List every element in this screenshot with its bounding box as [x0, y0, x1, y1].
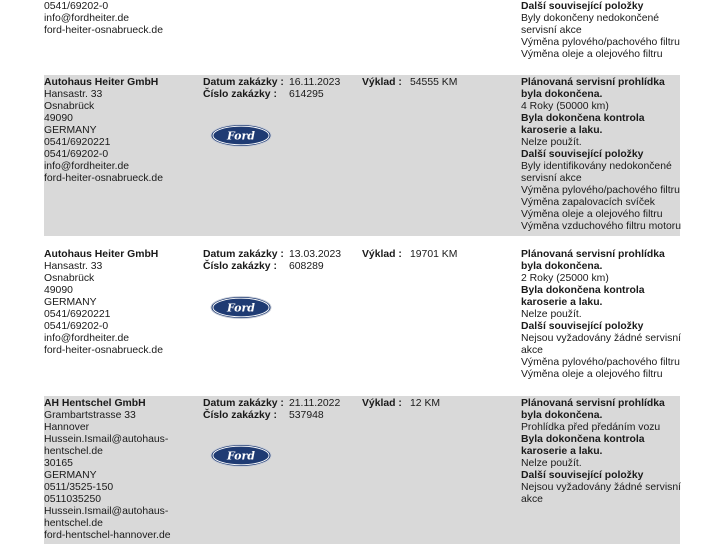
mileage-value: 54555 KM — [410, 77, 458, 88]
service-heading: Byla dokončena kontrola karoserie a laku. — [521, 113, 645, 136]
dealer-city: Osnabrück — [44, 101, 95, 112]
order-date — [203, 249, 353, 261]
mileage-info — [362, 249, 512, 261]
dealer-country: GERMANY — [44, 125, 97, 136]
service-details — [521, 249, 681, 381]
service-item: Nelze použít. — [521, 458, 582, 469]
service-details — [521, 1, 681, 61]
dealer-name: Autohaus Heiter GmbH — [44, 77, 159, 88]
service-record-3 — [44, 396, 680, 544]
order-number-label: Číslo zakázky : — [203, 261, 277, 272]
order-number — [203, 410, 353, 422]
service-heading: Plánovaná servisní prohlídka byla dokončena. — [521, 77, 665, 100]
service-record-2 — [44, 247, 680, 388]
order-date-label: Datum zakázky : — [203, 398, 284, 409]
order-date — [203, 77, 353, 89]
dealer-phone: 0511/3525-150 — [44, 482, 114, 493]
dealer-city: Hannover — [44, 422, 90, 433]
dealer-phone: 0541/6920221 — [44, 309, 111, 320]
dealer-phone-2: 0511035250 — [44, 494, 102, 505]
order-number-value: 608289 — [289, 261, 324, 272]
dealer-country: GERMANY — [44, 470, 97, 481]
service-item: Byly identifikovány nedokončené servisní akce — [521, 161, 672, 184]
dealer-street: Grambartstrasse 33 — [44, 410, 136, 421]
mileage-label: Výklad : — [362, 249, 402, 260]
dealer-zip: 49090 — [44, 285, 73, 296]
order-date-value: 21.11.2022 — [289, 398, 341, 409]
dealer-name: AH Hentschel GmbH — [44, 398, 146, 409]
service-heading: Byla dokončena kontrola karoserie a laku. — [521, 434, 645, 457]
dealer-website: ford-hentschel-hannover.de — [44, 530, 171, 541]
service-item: Nejsou vyžadovány žádné servisní akce — [521, 482, 681, 505]
order-number — [203, 89, 353, 101]
svg-text:Ford: Ford — [226, 449, 256, 463]
service-item: Výměna pylového/pachového filtru — [521, 37, 680, 48]
dealer-zip: 30165 — [44, 458, 73, 469]
svg-text:Ford: Ford — [226, 129, 256, 143]
order-number-label: Číslo zakázky : — [203, 89, 277, 100]
order-info — [203, 398, 353, 422]
dealer-street: Hansastr. 33 — [44, 261, 103, 272]
order-info — [203, 249, 353, 273]
dealer-website: ford-heiter-osnabrueck.de — [44, 25, 163, 36]
ford-logo-icon — [210, 296, 272, 319]
dealer-name: Autohaus Heiter GmbH — [44, 249, 159, 260]
dealer-phone-2: 0541/69202-0 — [44, 149, 109, 160]
dealer-city: Osnabrück — [44, 273, 95, 284]
service-heading: Plánovaná servisní prohlídka byla dokončena. — [521, 249, 665, 272]
order-date-value: 16.11.2023 — [289, 77, 341, 88]
service-heading: Plánovaná servisní prohlídka byla dokončena. — [521, 398, 665, 421]
service-item: Byly dokončeny nedokončené servisní akce — [521, 13, 660, 36]
dealer-email-2: Hussein.Ismail@autohaus- — [44, 506, 169, 517]
order-date-value: 13.03.2023 — [289, 249, 342, 260]
service-heading: Další související položky — [521, 149, 644, 160]
mileage — [362, 77, 512, 89]
service-heading: Další související položky — [521, 470, 644, 481]
dealer-email-2-cont: hentschel.de — [44, 518, 103, 529]
service-item: Výměna oleje a olejového filtru — [521, 49, 663, 60]
dealer-line: 0541/69202-0 — [44, 1, 109, 12]
order-number-label: Číslo zakázky : — [203, 410, 277, 421]
order-number-value: 614295 — [289, 89, 324, 100]
dealer-info — [44, 1, 194, 37]
dealer-zip: 49090 — [44, 113, 73, 124]
mileage-label: Výklad : — [362, 77, 402, 88]
dealer-info — [44, 249, 194, 357]
order-date — [203, 398, 353, 410]
dealer-country: GERMANY — [44, 297, 97, 308]
order-date-label: Datum zakázky : — [203, 249, 284, 260]
dealer-info — [44, 77, 194, 185]
service-item: Výměna pylového/pachového filtru — [521, 185, 680, 196]
service-item: Nejsou vyžadovány žádné servisní akce — [521, 333, 681, 356]
dealer-info — [44, 398, 194, 542]
dealer-phone: 0541/6920221 — [44, 137, 111, 148]
service-item: Výměna pylového/pachového filtru — [521, 357, 680, 368]
svg-text:Ford: Ford — [226, 301, 256, 315]
service-item: Výměna zapalovacích svíček — [521, 197, 655, 208]
order-number-value: 537948 — [289, 410, 324, 421]
dealer-email: info@fordheiter.de — [44, 333, 130, 344]
service-heading: Byla dokončena kontrola karoserie a laku. — [521, 285, 645, 308]
mileage — [362, 398, 512, 410]
service-record-1 — [44, 75, 680, 236]
dealer-email: Hussein.Ismail@autohaus- — [44, 434, 169, 445]
order-number — [203, 261, 353, 273]
service-interval: 4 Roky (50000 km) — [521, 101, 609, 112]
service-heading: Další související položky — [521, 1, 644, 12]
service-interval: Prohlídka před předáním vozu — [521, 422, 661, 433]
service-details — [521, 77, 681, 233]
service-interval: 2 Roky (25000 km) — [521, 273, 609, 284]
service-item: Nelze použít. — [521, 137, 582, 148]
service-item: Výměna oleje a olejového filtru — [521, 369, 663, 380]
mileage — [362, 249, 512, 261]
dealer-email-cont: hentschel.de — [44, 446, 103, 457]
service-record-0 — [44, 1, 680, 61]
order-info — [203, 77, 353, 101]
mileage-value: 19701 KM — [410, 249, 458, 260]
order-date-label: Datum zakázky : — [203, 77, 284, 88]
ford-logo-icon — [210, 124, 272, 147]
service-details — [521, 398, 681, 506]
dealer-website: ford-heiter-osnabrueck.de — [44, 173, 163, 184]
dealer-website: ford-heiter-osnabrueck.de — [44, 345, 163, 356]
service-item: Výměna oleje a olejového filtru — [521, 209, 663, 220]
service-item: Nelze použít. — [521, 309, 582, 320]
mileage-value: 12 KM — [410, 398, 441, 409]
mileage-info — [362, 77, 512, 89]
mileage-info — [362, 398, 512, 410]
service-item: Výměna vzduchového filtru motoru — [521, 221, 681, 232]
mileage-label: Výklad : — [362, 398, 402, 409]
dealer-email: info@fordheiter.de — [44, 13, 130, 24]
ford-logo-icon — [210, 444, 272, 467]
service-heading: Další související položky — [521, 321, 644, 332]
dealer-phone-2: 0541/69202-0 — [44, 321, 109, 332]
dealer-email: info@fordheiter.de — [44, 161, 130, 172]
dealer-street: Hansastr. 33 — [44, 89, 103, 100]
